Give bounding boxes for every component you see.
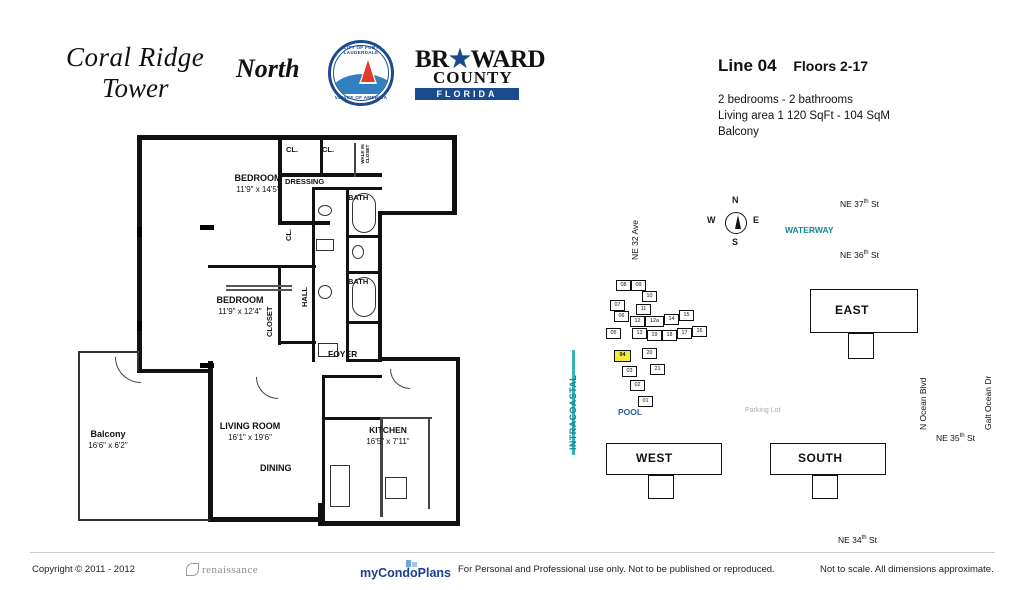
room-bedroom-2: BEDROOM 11'9" x 12'4" [216, 295, 264, 316]
waterway-label: WATERWAY [785, 225, 834, 235]
building-south-stem [812, 475, 838, 499]
unit-07[interactable]: 07 [610, 300, 625, 311]
toilet-icon [318, 285, 332, 299]
unit-10[interactable]: 10 [642, 291, 657, 302]
sink-icon [316, 239, 334, 251]
mycondoplans-rest: CondoPlans [378, 566, 451, 580]
wall [278, 221, 330, 225]
wall [322, 375, 382, 378]
intracoastal-label: INTRACOASTAL [568, 374, 578, 450]
label-dining: DINING [260, 463, 292, 473]
label-closet-2: CL. [322, 145, 335, 154]
unit-15[interactable]: 15 [679, 310, 694, 321]
building-west-name: WEST [636, 451, 673, 465]
wall [346, 359, 382, 362]
unit-21[interactable]: 21 [650, 364, 665, 375]
county-star-icon: ★ [448, 46, 471, 73]
street-ne-32-ave: NE 32 Ave [630, 219, 640, 260]
wall [346, 187, 349, 362]
wall [378, 357, 460, 361]
label-hall: HALL [300, 287, 309, 307]
wall [137, 369, 213, 373]
county-word: COUNTY [433, 68, 513, 87]
county-text-right: WARD [470, 46, 546, 73]
wall [378, 211, 382, 361]
mycondoplans-logo [360, 560, 470, 584]
street-ne-36th: NE 36th St [840, 250, 880, 260]
living-area: Living area 1 120 SqFt - 104 SqM [718, 110, 890, 122]
mycondoplans-my: my [360, 566, 379, 580]
balcony-wall [78, 351, 140, 353]
label-bath-2: BATH [348, 277, 369, 286]
compass-icon [705, 195, 767, 253]
room-living-room: LIVING ROOM 16'1" x 19'6" [219, 421, 281, 442]
street-ne-34th: NE 34th St [838, 535, 878, 545]
county-state: FLORIDA [415, 88, 519, 100]
wall [456, 357, 460, 525]
renaissance-logo [186, 560, 306, 582]
unit-09[interactable]: 09 [631, 280, 646, 291]
wall [137, 135, 457, 140]
wall [452, 135, 457, 213]
wall [346, 321, 382, 324]
wall [137, 135, 142, 373]
door-icon [390, 369, 410, 389]
pool-label: POOL [618, 407, 643, 417]
sink-icon [318, 205, 332, 216]
street-n-ocean-blvd: N Ocean Blvd [918, 377, 928, 430]
wall-marker [137, 227, 142, 237]
scale-note: Not to scale. All dimensions approximate. [820, 564, 994, 575]
wall-marker [200, 363, 214, 368]
unit-20[interactable]: 20 [642, 348, 657, 359]
wall [320, 135, 323, 177]
balcony-door-icon [115, 357, 141, 383]
label-foyer: FOYER [328, 349, 358, 359]
unit-13[interactable]: 13 [632, 328, 647, 339]
compass-north: N [732, 195, 739, 205]
wall [322, 375, 325, 523]
broward-county-badge [415, 44, 546, 102]
wall [278, 265, 316, 268]
fort-lauderdale-seal-icon [322, 40, 402, 106]
unit-02[interactable]: 02 [630, 380, 645, 391]
unit-12a[interactable]: 12a [645, 316, 664, 327]
renaissance-label: renaissance [202, 564, 259, 576]
unit-12[interactable]: 12 [630, 316, 645, 327]
unit-19[interactable]: 19 [647, 330, 662, 341]
unit-14[interactable]: 14 [664, 314, 679, 325]
unit-18[interactable]: 18 [662, 330, 677, 341]
street-ne-35th: NE 35th St [936, 433, 976, 443]
unit-17[interactable]: 17 [677, 328, 692, 339]
floor-plan-drawing [60, 125, 480, 540]
county-text-left: BR [415, 46, 449, 73]
building-north-unit-stack [602, 280, 732, 420]
label-closet-1: CL. [286, 145, 299, 154]
building-east-stem [848, 333, 874, 359]
footer [0, 552, 1024, 590]
street-ne-37th: NE 37th St [840, 199, 880, 209]
appliance-icon [330, 465, 350, 507]
balcony-wall [78, 519, 210, 521]
label-closet: CLOSET [265, 306, 274, 337]
seal-bottom-text: VENICE OF AMERICA [334, 95, 388, 100]
unit-08[interactable]: 08 [616, 280, 631, 291]
building-east-name: EAST [835, 303, 870, 317]
seal-top-text: CITY OF FORT LAUDERDALE [343, 45, 379, 55]
toilet-icon [352, 245, 364, 259]
line-title: Line 04 [718, 56, 777, 75]
street-galt-ocean-dr: Galt Ocean Dr [983, 375, 993, 430]
label-bath-1: BATH [348, 193, 369, 202]
unit-01[interactable]: 01 [638, 396, 653, 407]
wall-marker [137, 321, 142, 331]
closet-rod [226, 285, 292, 287]
label-dressing: DRESSING [285, 177, 325, 186]
brand-line-2: Tower [102, 73, 169, 103]
room-balcony: Balcony 16'6" x 6'2" [88, 429, 128, 450]
counter [380, 417, 432, 419]
room-kitchen: KITCHEN 16'5" x 7'11" [366, 425, 410, 446]
unit-04-highlighted[interactable]: 04 [614, 350, 631, 362]
unit-06[interactable]: 06 [614, 311, 629, 322]
wall [378, 211, 457, 215]
wall [278, 135, 282, 177]
door-icon [256, 377, 278, 399]
building-label: North [236, 54, 300, 83]
wall [208, 517, 320, 522]
renaissance-mark-icon [186, 563, 199, 576]
floors-range: Floors 2-17 [793, 58, 869, 74]
label-walk-in-closet: WALK IN CLOSET [360, 144, 370, 164]
usage-disclaimer: For Personal and Professional use only. Not to be published or reproduced. [458, 564, 775, 575]
beds-baths: 2 bedrooms - 2 bathrooms [718, 94, 853, 106]
building-west-stem [648, 475, 674, 499]
room-bedroom-1: BEDROOM 11'9" x 14'5" [234, 173, 282, 194]
wall-marker [200, 225, 214, 230]
compass-west: W [707, 215, 716, 225]
wall [278, 341, 316, 344]
copyright-text: Copyright © 2011 - 2012 [32, 564, 135, 575]
unit-11[interactable]: 11 [636, 304, 651, 315]
wall [325, 417, 383, 420]
compass-east: E [753, 215, 760, 225]
building-south-name: SOUTH [798, 451, 843, 465]
compass-south: S [732, 237, 739, 247]
wall [354, 143, 356, 177]
site-map [540, 185, 1010, 555]
wall [208, 265, 280, 268]
wall [346, 271, 382, 274]
wall [318, 521, 460, 526]
brand-line-1: Coral Ridge [66, 42, 205, 72]
unit-title-block [718, 56, 998, 140]
unit-16[interactable]: 16 [692, 326, 707, 337]
unit-03[interactable]: 03 [622, 366, 637, 377]
closet-rod [226, 289, 292, 291]
footer-divider [30, 552, 995, 553]
wall [346, 235, 382, 238]
unit-05[interactable]: 05 [606, 328, 621, 339]
wall [312, 187, 315, 362]
kitchen-sink-icon [385, 477, 407, 499]
label-cl: CL. [284, 228, 293, 241]
balcony-note: Balcony [718, 126, 759, 138]
parking-lot-label: Parking Lot [745, 407, 781, 414]
